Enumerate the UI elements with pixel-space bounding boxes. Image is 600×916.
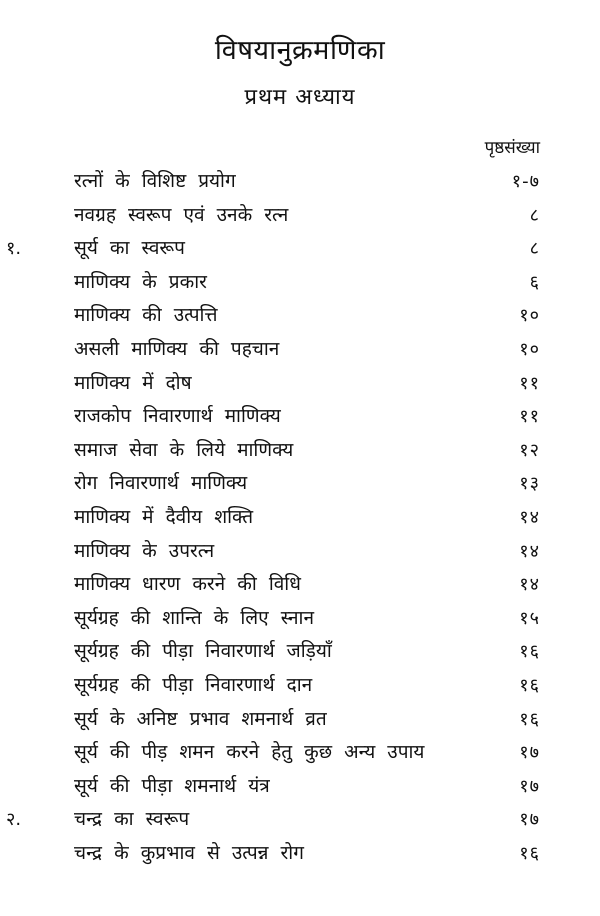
toc-entry — [0, 736, 600, 770]
toc-entry-page-number: १६ — [519, 641, 540, 663]
toc-entry-page-number: १६ — [519, 674, 540, 696]
toc-entry-title: माणिक्य में दोष — [74, 371, 192, 394]
toc-entry — [0, 602, 600, 636]
toc-entry — [0, 333, 600, 367]
toc-entry-title: सूर्यग्रह की शान्ति के लिए स्नान — [74, 606, 314, 629]
toc-entry — [0, 803, 600, 837]
toc-entry-page-number: १६ — [519, 842, 540, 864]
toc-entry-title: माणिक्य की उत्पत्ति — [74, 304, 218, 327]
toc-entry — [0, 703, 600, 737]
toc-entry — [0, 635, 600, 669]
toc-entry-title: सूर्य की पीड़ा शमनार्थ यंत्र — [74, 774, 270, 797]
toc-entry — [0, 568, 600, 602]
toc-entry-title: सूर्यग्रह की पीड़ा निवारणार्थ दान — [74, 673, 313, 696]
toc-entry-page-number: १७ — [519, 809, 540, 831]
toc-entry-page-number: १७ — [519, 742, 540, 764]
toc-entry-title: सूर्यग्रह की पीड़ा निवारणार्थ जड़ियाँ — [74, 640, 332, 663]
toc-entry-title: माणिक्य के उपरत्न — [74, 539, 215, 562]
toc-entry — [0, 199, 600, 233]
toc-entry-title: समाज सेवा के लिये माणिक्य — [74, 438, 294, 461]
chapter-heading: प्रथम अध्याय — [244, 85, 356, 110]
toc-entry — [0, 367, 600, 401]
toc-entry-page-number: ११ — [519, 406, 540, 428]
toc-entry-page-number: ६ — [529, 271, 540, 293]
toc-entry-title: चन्द्र के कुप्रभाव से उत्पन्न रोग — [74, 841, 304, 864]
page-title: विषयानुक्रमणिका — [214, 35, 386, 66]
toc-entry — [0, 535, 600, 569]
toc-entry-number: २. — [6, 809, 22, 831]
toc-entry — [0, 501, 600, 535]
toc-entry — [0, 770, 600, 804]
toc-entry-title: असली माणिक्य की पहचान — [74, 337, 280, 360]
toc-entry-title: रत्नों के विशिष्ट प्रयोग — [74, 170, 236, 192]
toc-entry-title: राजकोप निवारणार्थ माणिक्य — [74, 405, 281, 428]
toc-entry — [0, 669, 600, 703]
toc-entry-title: सूर्य का स्वरूप — [74, 237, 185, 260]
toc-entry-page-number: १२ — [519, 439, 540, 461]
toc-entry-page-number: ८ — [529, 204, 540, 226]
toc-entry-page-number: १३ — [519, 473, 540, 495]
toc-entries — [0, 165, 600, 870]
toc-entry-page-number: १४ — [519, 506, 540, 528]
toc-entry-title: सूर्य के अनिष्ट प्रभाव शमनार्थ व्रत — [74, 707, 327, 730]
toc-entry-title: चन्द्र का स्वरूप — [74, 808, 190, 831]
toc-entry — [0, 837, 600, 871]
page-number-column-header: पृष्ठसंख्या — [484, 138, 540, 158]
toc-entry-title: रोग निवारणार्थ माणिक्य — [74, 472, 248, 495]
toc-entry — [0, 400, 600, 434]
toc-entry — [0, 165, 600, 199]
toc-entry-title: माणिक्य के प्रकार — [74, 270, 207, 293]
toc-entry-title: नवग्रह स्वरूप एवं उनके रत्न — [74, 203, 289, 226]
toc-entry-title: सूर्य की पीड़ शमन करने हेतु कुछ अन्य उपाय — [74, 741, 425, 764]
toc-entry-page-number: १० — [519, 338, 540, 360]
toc-entry — [0, 232, 600, 266]
toc-entry-title: माणिक्य धारण करने की विधि — [74, 573, 301, 596]
toc-entry-page-number: १४ — [519, 574, 540, 596]
toc-entry-page-number: १४ — [519, 540, 540, 562]
toc-entry — [0, 434, 600, 468]
toc-entry-page-number: १७ — [519, 775, 540, 797]
toc-entry-page-number: ११ — [519, 372, 540, 394]
toc-entry-page-number: १५ — [519, 607, 540, 629]
toc-entry-number: १. — [6, 238, 22, 260]
toc-entry-page-number: ८ — [529, 238, 540, 260]
toc-entry-page-number: १६ — [519, 708, 540, 730]
toc-entry-page-number: १० — [519, 305, 540, 327]
toc-entry — [0, 299, 600, 333]
toc-entry-page-number: १-७ — [511, 171, 540, 192]
toc-entry — [0, 266, 600, 300]
toc-entry — [0, 467, 600, 501]
toc-entry-title: माणिक्य में दैवीय शक्ति — [74, 505, 254, 528]
